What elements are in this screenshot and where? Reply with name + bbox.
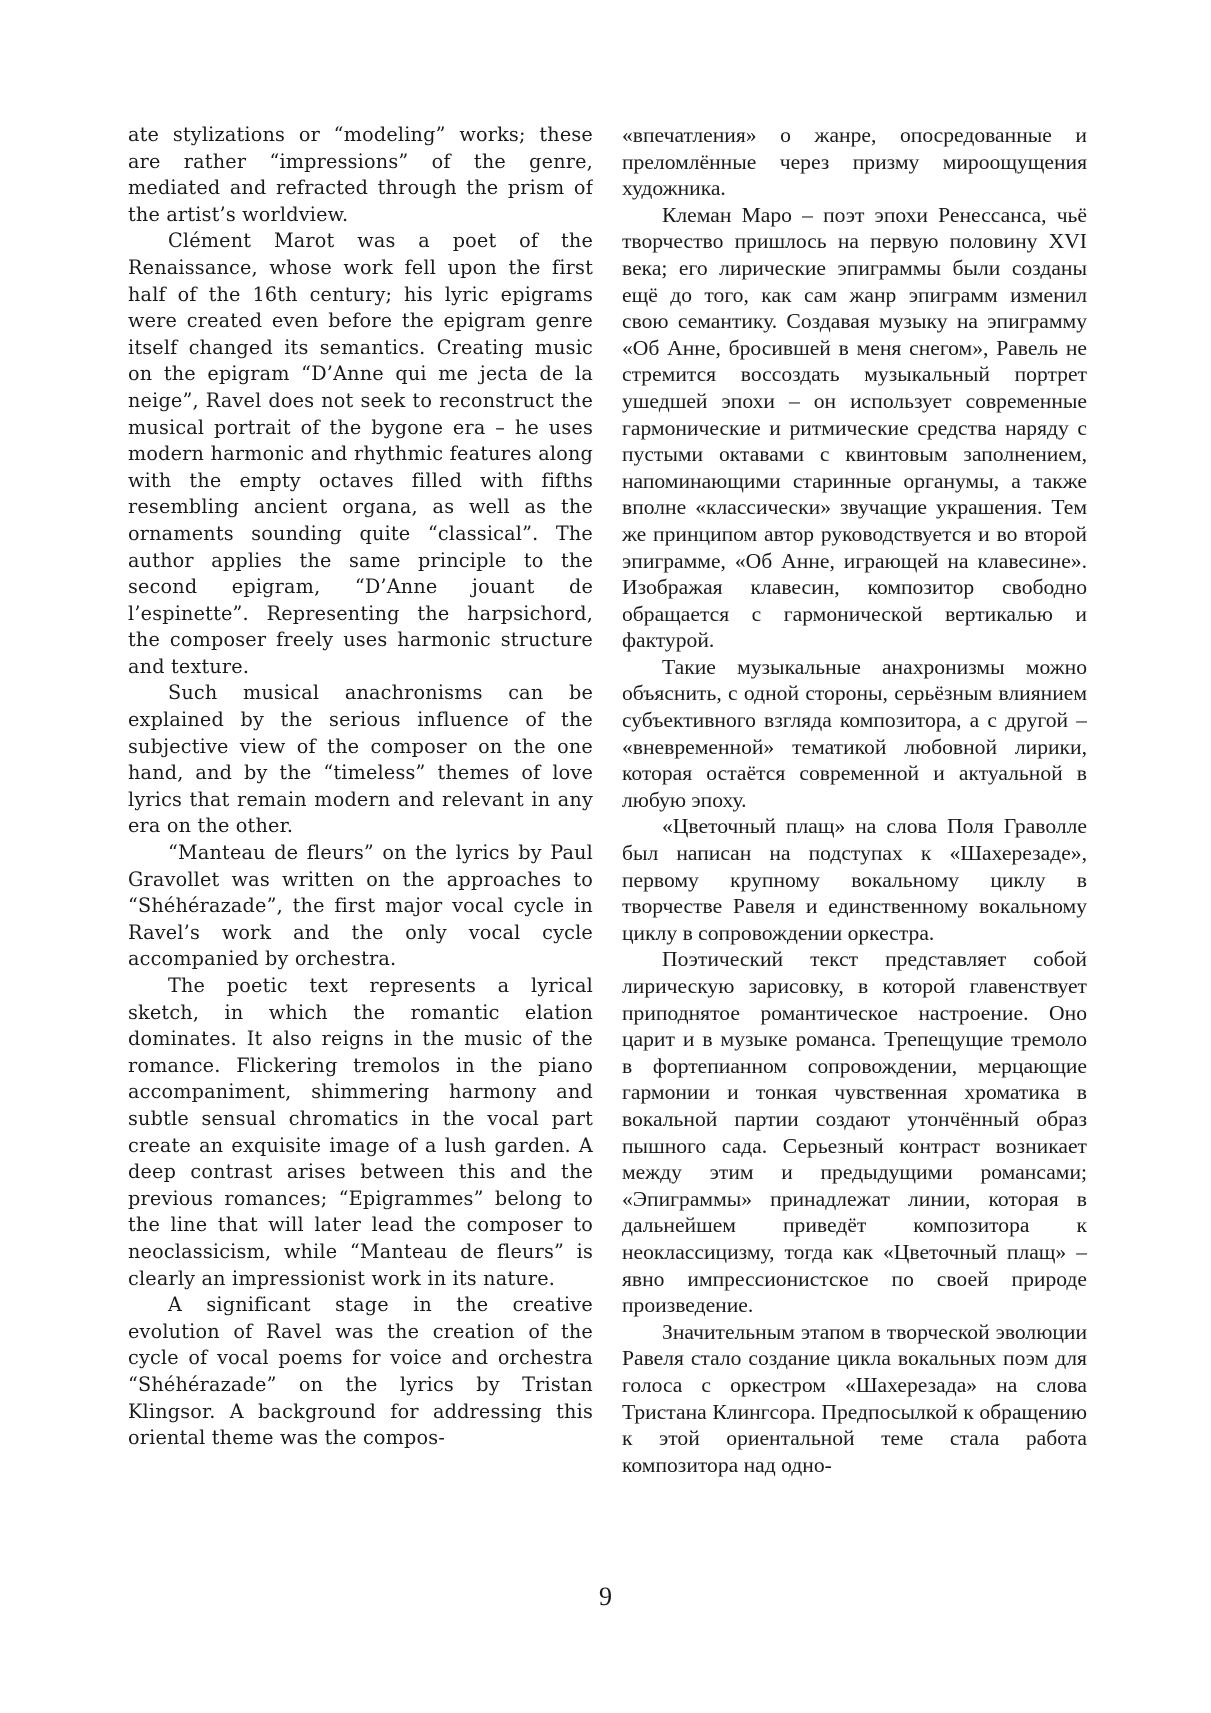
english-paragraph-1: ate stylizations or “modeling” works; these are rather “impressions” of the genre, mediated and refracted through the prism of the artist’s worldview. bbox=[128, 123, 593, 226]
russian-paragraph-5: Поэтический текст представляет собой лирическую зарисовку, в которой главенствует приподнятое романтическое настроение. Оно царит и в музыке романса. Трепещущие тремоло в фортепианном сопровождении, мерцающие гармонии и тонкая чувственная хроматика в вокальной партии создают утончённый образ пышного сада. Серьезный контраст возникает между этим и предыдущими романсами; «Эпиграммы» принадлежат линии, которая в дальнейшем приведёт композитора к неоклассицизму, тогда как «Цветочный плащ» – явно импрессионистское по своей природе произведение. bbox=[622, 947, 1087, 1318]
english-paragraph-3: Such musical anachronisms can be explained by the serious influence of the subjective view of the composer on the one hand, and by the “timeless” themes of love lyrics that remain modern and relevant in any era on the other. bbox=[128, 681, 593, 838]
english-paragraph-2: Clément Marot was a poet of the Renaissance, whose work fell upon the first half of the 16th century; his lyric epigrams were created even before the epigram genre itself changed its semantics. Creating music on the epigram “D’Anne qui me jecta de la neige”, Ravel does not seek to reconstruct the musical portrait of the bygone era – he uses modern harmonic and rhythmic features along with the empty octaves filled with fifths resembling ancient organa, as well as the ornaments sounding quite “classical”. The author applies the same principle to the second epigram, “D’Anne jouant de l’espinette”. Representing the harpsichord, the composer freely uses harmonic structure and texture. bbox=[128, 229, 593, 678]
english-paragraph-4: “Manteau de fleurs” on the lyrics by Paul Gravollet was written on the approaches to “Shéhérazade”, the first major vocal cycle in Ravel’s work and the only vocal cycle accompanied by orchestra. bbox=[128, 841, 593, 971]
page-number: 9 bbox=[599, 1582, 612, 1611]
russian-column bbox=[622, 122, 1087, 1552]
russian-paragraph-4: «Цветочный плащ» на слова Поля Граволле был написан на подступах к «Шахерезаде», первому крупному вокальному циклу в творчестве Равеля и единственному вокальному циклу в сопровождении оркестра. bbox=[622, 814, 1087, 945]
english-column bbox=[128, 122, 593, 1552]
russian-paragraph-2: Клеман Маро – поэт эпохи Ренессанса, чьё творчество пришлось на первую половину XVI века; его лирические эпиграммы были созданы ещё до того, как сам жанр эпиграмм изменил свою семантику. Создавая музыку на эпиграмму «Об Анне, бросившей в меня снегом», Равель не стремится воссоздать музыкальный портрет ушедшей эпохи – он использует современные гармонические и ритмические средства наряду с пустыми октавами с квинтовым заполнением, напоминающими старинные органумы, а также вполне «классически» звучащие украшения. Тем же принципом автор руководствуется и во второй эпиграмме, «Об Анне, играющей на клавесине». Изображая клавесин, композитор свободно обращается с гармонической вертикалью и фактурой. bbox=[622, 202, 1087, 653]
english-paragraph-6: A significant stage in the creative evolution of Ravel was the creation of the cycle of vocal poems for voice and orchestra “Shéhérazade” on the lyrics by Tristan Klingsor. A background for addressing this oriental theme was the compos- bbox=[128, 1293, 593, 1450]
russian-paragraph-1: «впечатления» о жанре, опосредованные и преломлённые через призму мироощущения художника. bbox=[622, 123, 1087, 201]
english-paragraph-5: The poetic text represents a lyrical sketch, in which the romantic elation dominates. It also reigns in the music of the romance. Flickering tremolos in the piano accompaniment, shimmering harmony and subtle sensual chromatics in the vocal part create an exquisite image of a lush garden. A deep contrast arises between this and the previous romances; “Epigrammes” belong to the line that will later lead the composer to neoclassicism, while “Manteau de fleurs” is clearly an impressionist work in its nature. bbox=[128, 974, 593, 1290]
russian-paragraph-6: Значительным этапом в творческой эволюции Равеля стало создание цикла вокальных поэм для голоса с оркестром «Шахерезада» на слова Тристана Клингсора. Предпосылкой к обращению к этой ориентальной теме стала работа композитора над одно- bbox=[622, 1319, 1087, 1477]
russian-paragraph-3: Такие музыкальные анахронизмы можно объяснить, с одной стороны, серьёзным влиянием субъективного взгляда композитора, а с другой – «вневременной» тематикой любовной лирики, которая остаётся современной и актуальной в любую эпоху. bbox=[622, 654, 1087, 812]
